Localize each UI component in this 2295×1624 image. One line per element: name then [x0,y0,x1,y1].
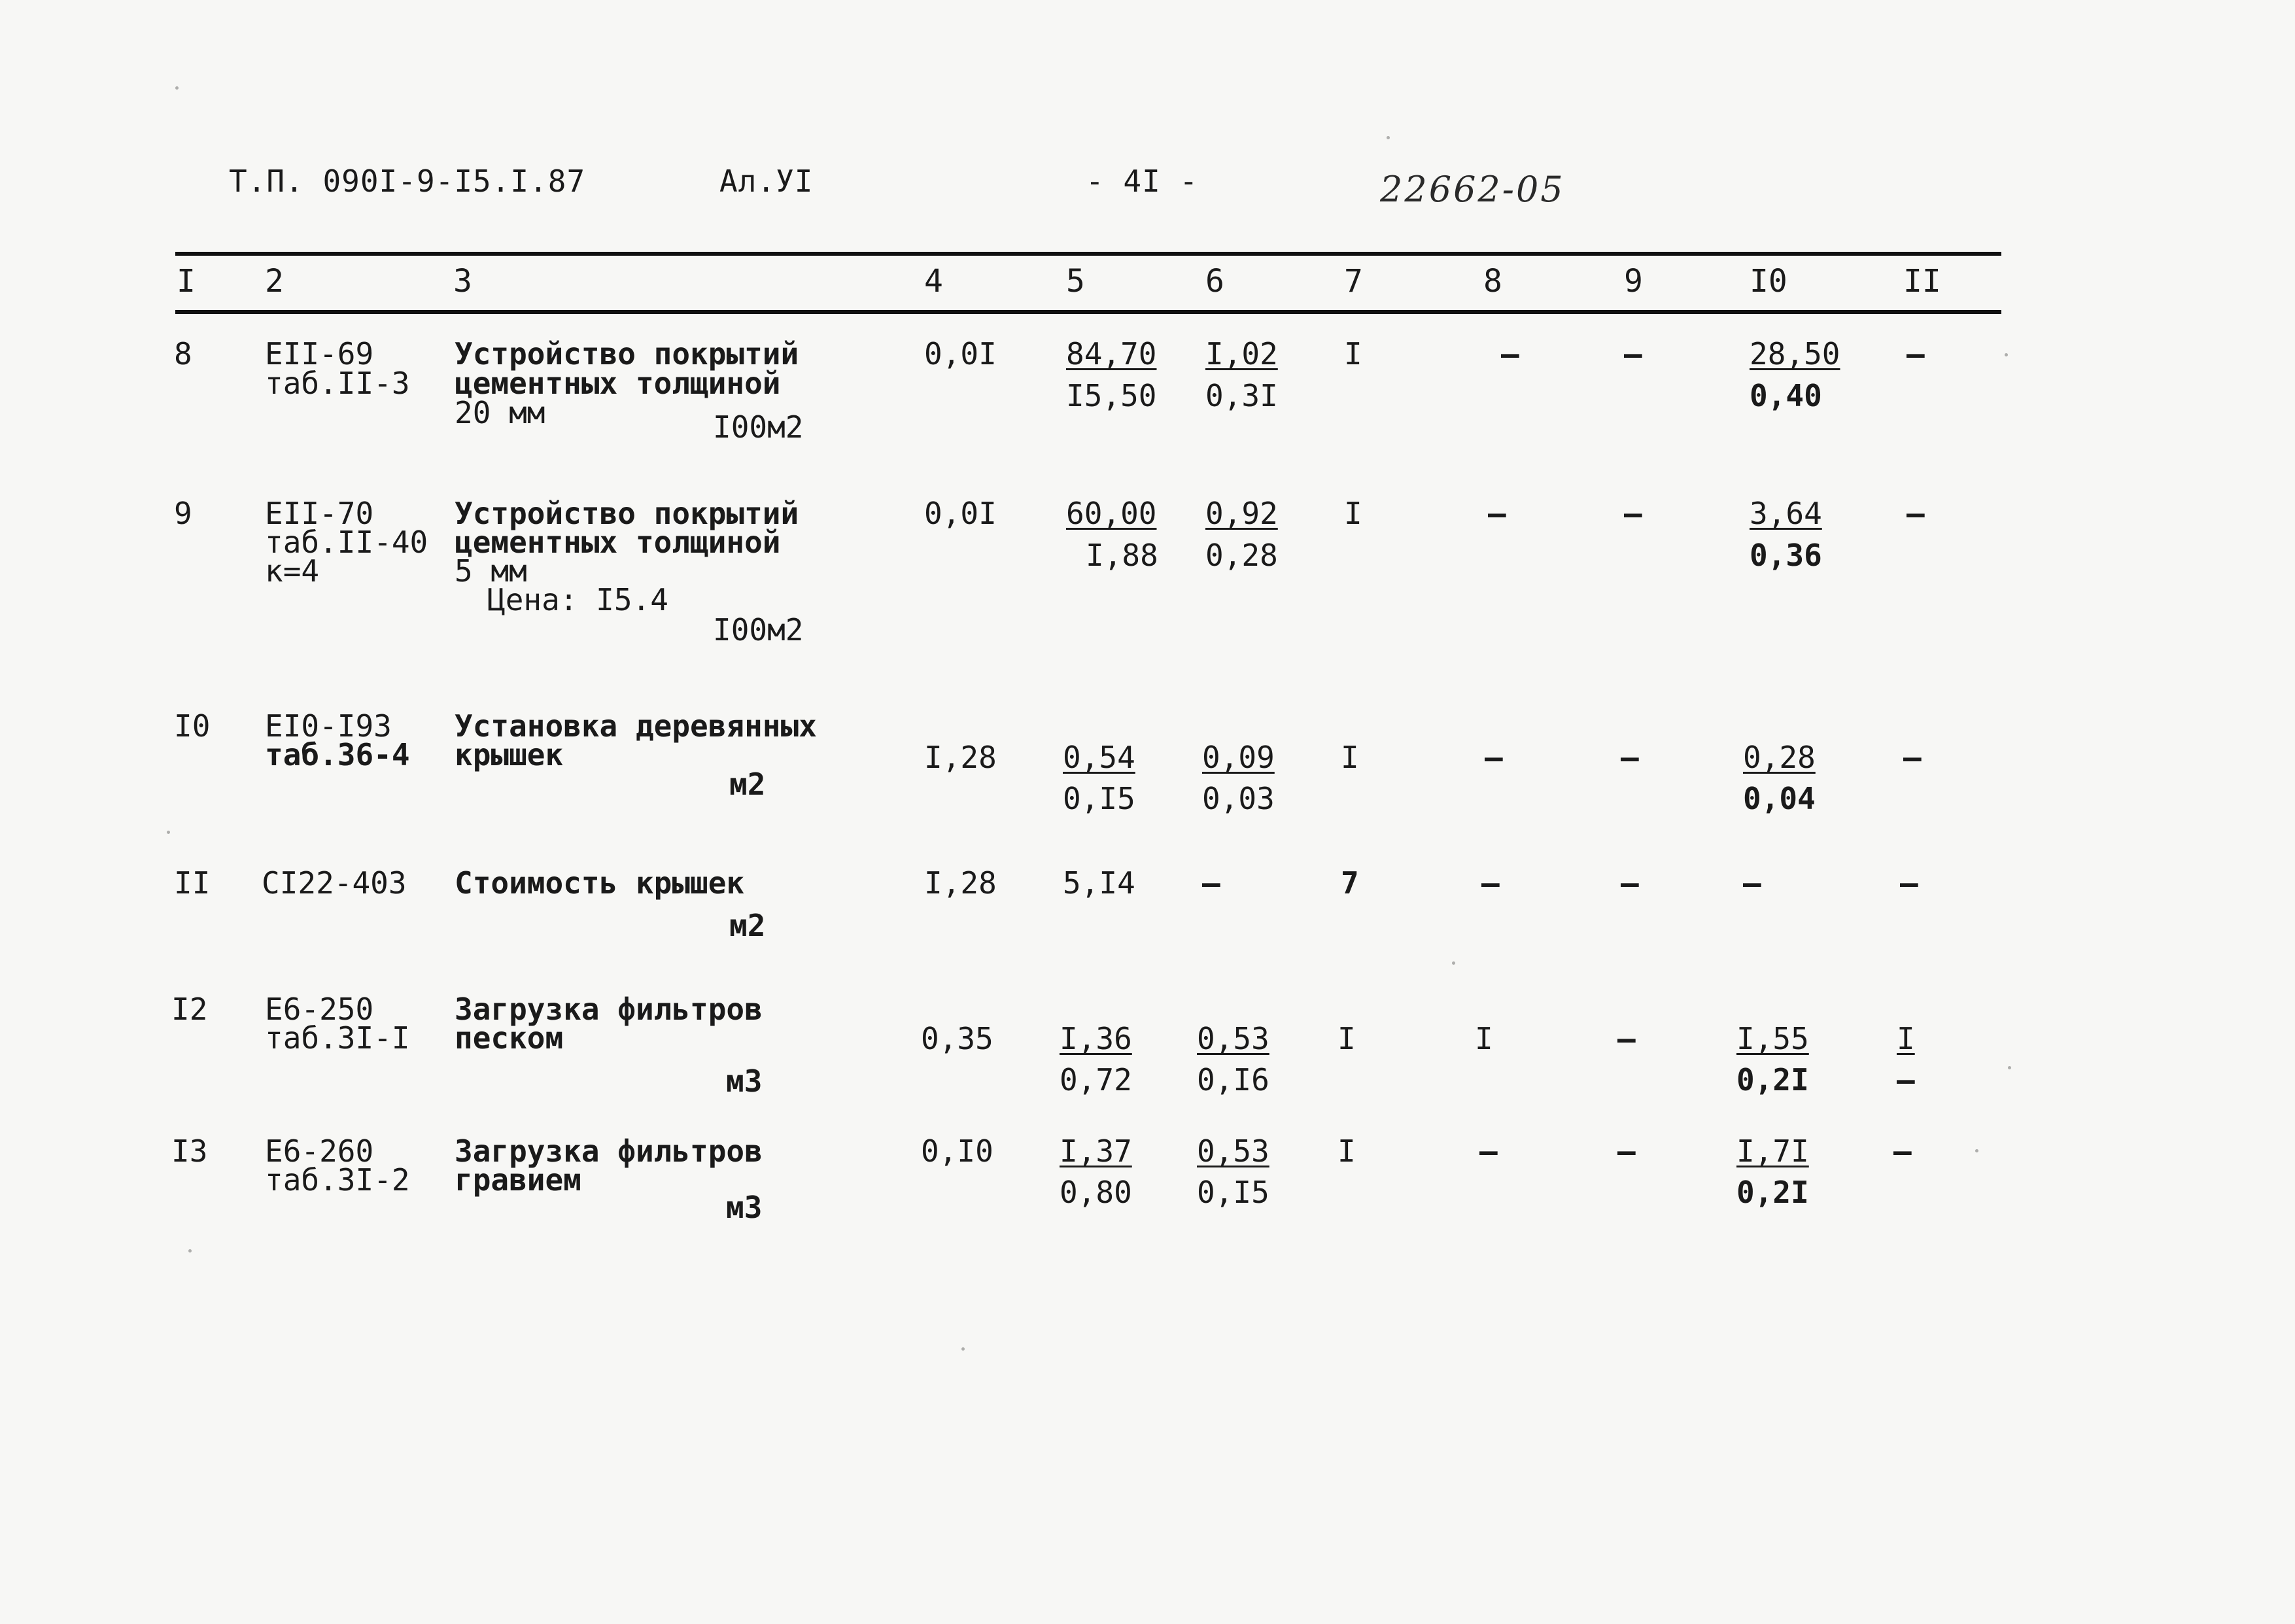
col10-bottom: 0,2I [1736,1175,1809,1210]
work-description: гравием [455,1162,581,1198]
price-code: E6-260 [265,1133,374,1169]
scan-speck [1975,1149,1978,1152]
scan-speck [1452,961,1455,965]
quantity: 0,0I [924,496,997,531]
price-code: EI0-I93 [265,708,392,744]
work-description: 5 мм [455,553,527,589]
col-header-1: I [177,263,196,300]
price-table: таб.3I-2 [265,1162,410,1198]
col-header-11: II [1903,263,1941,300]
col-header-8: 8 [1483,263,1502,300]
col6-bottom: 0,3I [1205,378,1278,413]
col9: – [1624,496,1642,531]
price-code: CI22-403 [262,865,407,901]
col9: – [1621,865,1639,901]
row-number: I2 [171,992,208,1027]
sheet-label: Ал.УI [719,164,814,199]
col8: – [1488,496,1506,531]
col6-bottom: 0,03 [1202,781,1275,816]
col10-bottom: 0,2I [1736,1062,1809,1097]
col10-bottom: 0,40 [1750,378,1822,413]
price-coefficient: к=4 [265,553,320,589]
col9: – [1621,740,1639,775]
price-table: таб.II-40 [265,525,428,560]
scan-speck [2008,1066,2011,1069]
work-description: крышек [455,737,564,772]
row-number: I3 [171,1133,208,1169]
scan-speck [188,1249,192,1253]
col5-bottom: 0,I5 [1063,781,1135,816]
work-description: цементных толщиной [455,366,781,401]
price-code: E6-250 [265,992,374,1027]
col11: – [1907,336,1925,371]
price-note: Цена: I5.4 [487,582,668,617]
quantity: 0,35 [921,1021,993,1056]
col5-top: I,36 [1060,1021,1132,1056]
col10-top: I,7I [1736,1133,1809,1169]
col10-bottom: 0,04 [1743,781,1816,816]
col-header-6: 6 [1205,263,1224,300]
work-description: цементных толщиной [455,525,781,560]
col5-top: 0,54 [1063,740,1135,775]
scan-speck [1387,136,1390,139]
col7: 7 [1341,865,1359,901]
table-top-rule [175,252,2001,256]
col7: I [1341,740,1359,775]
col5: 5,I4 [1063,865,1135,901]
unit: I00м2 [713,612,804,648]
quantity: 0,0I [924,336,997,371]
unit: м3 [726,1063,763,1099]
col-header-4: 4 [924,263,943,300]
col-header-3: 3 [453,263,472,300]
col7: I [1337,1133,1356,1169]
col6-bottom: 0,I6 [1197,1062,1269,1097]
price-table: таб.II-3 [265,366,410,401]
col10-top: I,55 [1736,1021,1809,1056]
col7: I [1344,336,1362,371]
col10: – [1743,865,1761,901]
price-code: EII-70 [265,496,374,531]
quantity: I,28 [924,740,997,775]
col10-top: 3,64 [1750,496,1822,531]
col8: – [1485,740,1503,775]
col6-top: 0,53 [1197,1133,1269,1169]
row-number: II [174,865,211,901]
col5-top: I,37 [1060,1133,1132,1169]
col-header-10: I0 [1750,263,1787,300]
col6-bottom: 0,28 [1205,538,1278,573]
col8: – [1479,1133,1498,1169]
col6-top: 0,09 [1202,740,1275,775]
col-header-2: 2 [265,263,284,300]
row-number: 8 [174,336,192,371]
col11-bottom: – [1897,1062,1915,1097]
work-description: Устройство покрытий [455,496,799,531]
col10-top: 28,50 [1750,336,1840,371]
row-number: I0 [174,708,211,744]
work-description: Установка деревянных [455,708,817,744]
col8: I [1475,1021,1493,1056]
quantity: 0,I0 [921,1133,993,1169]
price-code: EII-69 [265,336,374,371]
work-description: Стоимость крышек [455,865,745,901]
col6-top: I,02 [1205,336,1278,371]
col5-bottom: I5,50 [1066,378,1157,413]
col5-bottom: 0,80 [1060,1175,1132,1210]
quantity: I,28 [924,865,997,901]
scan-speck [175,86,179,90]
scan-speck [167,831,170,834]
col-header-5: 5 [1066,263,1085,300]
unit: м2 [729,767,766,802]
col7: I [1344,496,1362,531]
scan-speck [2005,353,2008,356]
col6: – [1202,865,1220,901]
col9: – [1617,1133,1636,1169]
handwritten-number: 22662-05 [1380,169,1565,210]
unit: м2 [729,908,766,943]
doc-code: Т.П. 090I-9-I5.I.87 [229,164,586,199]
col6-top: 0,53 [1197,1021,1269,1056]
col-header-9: 9 [1624,263,1643,300]
col9: – [1624,336,1642,371]
work-description: Устройство покрытий [455,336,799,371]
col11-top: I [1897,1021,1915,1056]
unit: I00м2 [713,409,804,445]
col5-top: 84,70 [1066,336,1157,371]
work-description: Загрузка фильтров [455,992,763,1027]
col6-bottom: 0,I5 [1197,1175,1269,1210]
col10-top: 0,28 [1743,740,1816,775]
row-number: 9 [174,496,192,531]
col5-top: 60,00 [1066,496,1157,531]
header-bottom-rule [175,310,2001,314]
col8: – [1481,865,1500,901]
price-table: таб.3I-I [265,1020,410,1056]
col11: – [1903,740,1922,775]
work-description: песком [455,1020,564,1056]
col11: – [1900,865,1918,901]
page-number: - 4I - [1086,164,1199,199]
unit: м3 [726,1190,763,1225]
col6-top: 0,92 [1205,496,1278,531]
col11: – [1907,496,1925,531]
work-description: 20 мм [455,395,545,430]
col10-bottom: 0,36 [1750,538,1822,573]
work-description: Загрузка фильтров [455,1133,763,1169]
scan-speck [961,1347,965,1351]
col5-bottom: 0,72 [1060,1062,1132,1097]
col9: – [1617,1021,1636,1056]
col-header-7: 7 [1344,263,1363,300]
col11: – [1893,1133,1912,1169]
price-table: таб.36-4 [265,737,410,772]
col5-bottom: I,88 [1086,538,1158,573]
col7: I [1337,1021,1356,1056]
col8: – [1501,336,1519,371]
